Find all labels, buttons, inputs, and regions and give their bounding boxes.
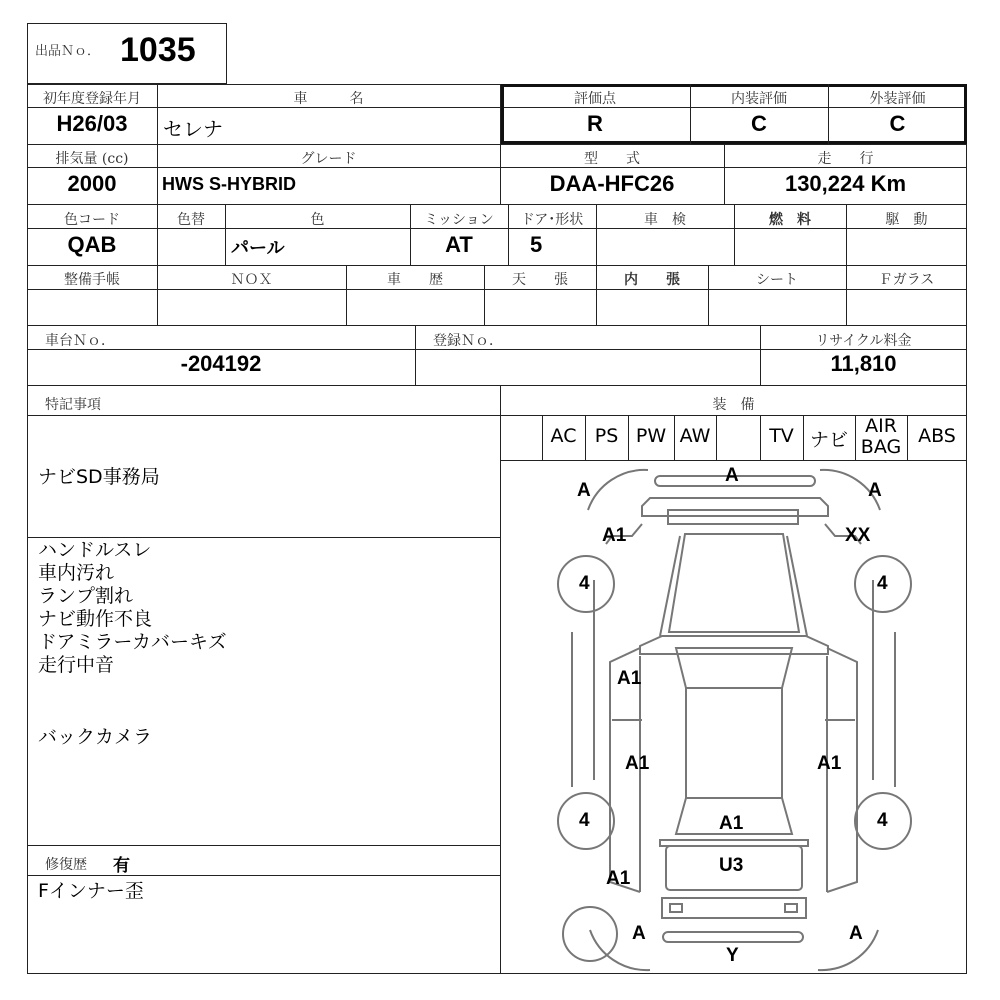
model-label: 型 式: [584, 151, 640, 167]
mark-rear-bumper-right: A: [849, 923, 863, 944]
drive-label: 駆 動: [885, 212, 928, 228]
glass-label: Ｆガラス: [878, 272, 935, 288]
cc-value: 2000: [67, 171, 117, 196]
roof-label: 天 張: [512, 272, 568, 288]
repair-label: 修復歴: [45, 857, 87, 873]
equipment-label: 装 備: [712, 397, 755, 413]
spare-tire: [563, 907, 617, 961]
grade-label: グレード: [300, 151, 357, 167]
color-value: パール: [231, 238, 285, 259]
interior-label: 内装評価: [731, 91, 787, 107]
mileage-label: 走 行: [817, 151, 874, 167]
mark-right-door: A1: [817, 753, 842, 774]
mark-hood-right: XX: [845, 525, 871, 546]
mark-tire-rear-right: 4: [877, 810, 888, 831]
mission-label: ミッション: [424, 212, 494, 228]
maint-label: 整備手帳: [64, 272, 120, 288]
lot-label: 出品Ｎｏ．: [35, 44, 101, 59]
equipment-item: PW: [635, 425, 667, 447]
score-value: R: [587, 111, 603, 136]
mileage-value: 130,224 Km: [784, 171, 907, 196]
interior-value: C: [751, 111, 767, 136]
equipment-item: ナビ: [809, 429, 848, 451]
model-value: DAA-HFC26: [549, 171, 675, 196]
equipment-item: AC: [550, 425, 577, 447]
note-line: 走行中音: [38, 654, 115, 676]
note-line: ハンドルスレ: [38, 539, 152, 561]
fuel-label: 燃 料: [769, 212, 811, 228]
year-value: H26/03: [56, 111, 128, 136]
mission-value: AT: [445, 232, 473, 257]
equipment-item: PS: [594, 425, 619, 447]
mark-rear-glass: A1: [719, 813, 744, 834]
notes-extra: バックカメラ: [38, 726, 153, 748]
equipment-item: ABS: [918, 425, 956, 447]
door-label: ドア･形状: [520, 212, 584, 228]
car-diagram: [500, 460, 967, 974]
mark-rear-bumper: Y: [726, 945, 739, 966]
chassis-label: 車台Ｎｏ．: [45, 333, 115, 349]
repair-value: 有: [113, 856, 130, 876]
mark-hood-left: A1: [602, 525, 627, 546]
mark-rear-left: A1: [606, 868, 631, 889]
notes-top: ナビSD事務局: [38, 466, 160, 488]
colorcode-value: QAB: [67, 232, 117, 257]
lot-number: 1035: [120, 31, 196, 69]
recolor-label: 色替: [177, 212, 205, 228]
recycle-value: 11,810: [830, 351, 897, 376]
nox-label: ＮＯＸ: [230, 272, 273, 288]
inner-label: 内 張: [624, 272, 680, 288]
history-label: 車 歴: [387, 272, 443, 288]
inspection-label: 車 検: [644, 212, 686, 228]
score-label: 評価点: [574, 91, 616, 107]
year-label: 初年度登録年月: [43, 91, 141, 107]
mark-rear-bumper-left: A: [632, 923, 646, 944]
mark-tire-front-right: 4: [877, 573, 888, 594]
mark-tire-front-left: 4: [579, 573, 590, 594]
equipment-item: AW: [679, 425, 711, 447]
cc-label: 排気量 (cc): [55, 151, 129, 167]
equipment-item: TV: [769, 425, 794, 447]
mark-back-door: U3: [719, 855, 744, 876]
note-line: 車内汚れ: [38, 562, 115, 584]
exterior-label: 外装評価: [869, 91, 926, 107]
chassis-value: -204192: [180, 351, 262, 376]
repair-note: Fインナー歪: [38, 880, 144, 902]
grade-value: HWS S-HYBRID: [162, 174, 296, 194]
mark-front-bumper: A: [725, 465, 739, 486]
notes-label: 特記事項: [45, 397, 101, 413]
mark-front-right: A: [868, 480, 882, 501]
note-line: ドアミラーカバーキズ: [38, 631, 227, 653]
exterior-value: C: [889, 111, 906, 136]
equipment-item: AIR BAG: [860, 415, 902, 458]
color-label: 色: [310, 212, 325, 228]
note-line: ランプ割れ: [38, 585, 134, 607]
notes-lines: [38, 539, 227, 677]
note-line: ナビ動作不良: [38, 608, 153, 630]
seat-label: シート: [756, 272, 798, 288]
name-label: 車 名: [293, 91, 364, 107]
recycle-label: リサイクル料金: [815, 333, 912, 349]
door-value: 5: [530, 232, 543, 257]
colorcode-label: 色コード: [64, 212, 120, 228]
mark-left-door: A1: [625, 753, 650, 774]
mark-front-left: A: [577, 480, 591, 501]
name-value: セレナ: [163, 117, 223, 141]
equipment-row: [500, 415, 967, 460]
reg-label: 登録Ｎｏ．: [433, 333, 503, 349]
mark-windshield: A1: [617, 668, 642, 689]
mark-tire-rear-left: 4: [579, 810, 590, 831]
